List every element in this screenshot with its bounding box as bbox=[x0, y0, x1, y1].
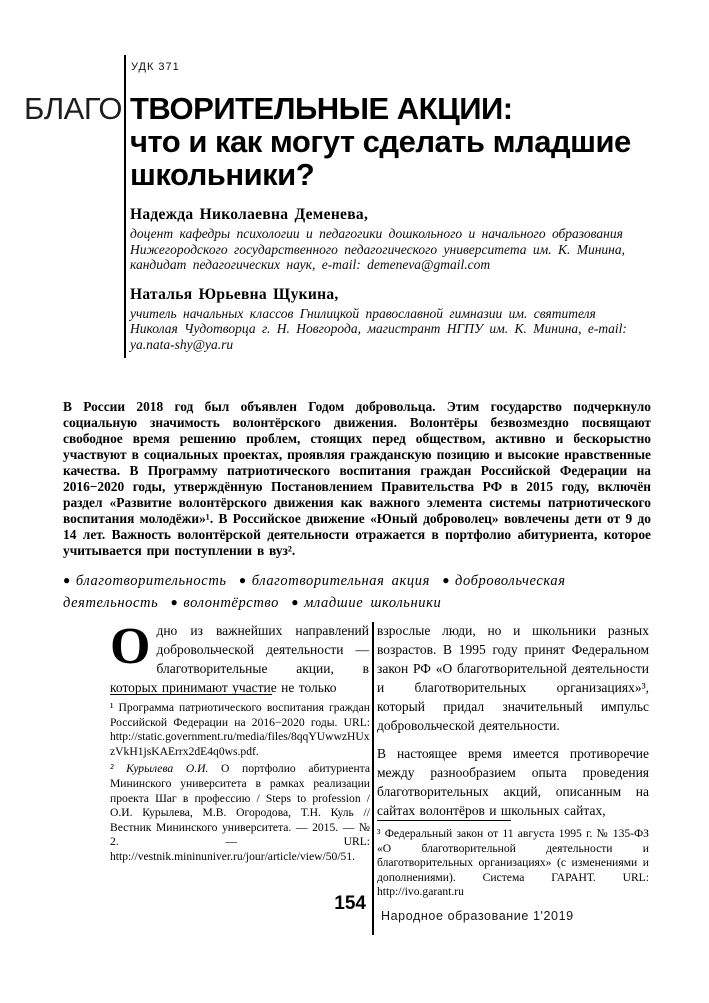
footnotes-left bbox=[110, 701, 370, 868]
footnote-1: ¹ Программа патриотического воспитания граждан Российской Федерации на 2016−2020 годы. URL: http://static.government.ru/media/files/8qqYUwwzHUxzVkH1jsKAErrx2dE4q0ws.pdf. bbox=[110, 701, 370, 758]
keyword-bullet-icon: ● bbox=[170, 595, 179, 609]
footnote-2-author: ² Курылева О.И. bbox=[110, 762, 209, 776]
body-paragraph-1: дно из важнейших направлений добровольческой деятельности — благотворительные акции, в которых принимают участие не только bbox=[110, 623, 369, 695]
drop-cap: О bbox=[110, 618, 151, 675]
journal-footer: Народное образование 1'2019 bbox=[381, 909, 574, 923]
author-1-affiliation: доцент кафедры психологии и педагогики дошкольного и начального образования Нижегородского государственного педагогического университета им. К. Минина, кандидат педагогических наук, e-mail: demeneva@gmail.com bbox=[130, 226, 625, 273]
keyword-bullet-icon: ● bbox=[63, 573, 71, 587]
author-1-name: Надежда Николаевна Деменева, bbox=[130, 206, 369, 223]
article-title-line2: что и как могут сделать младшие bbox=[130, 124, 631, 159]
body-paragraph-1-continued: взрослые люди, но и школьники разных возрастов. В 1995 году принят Федеральном закон РФ «О благотворительной деятельности и благотворительных организациях»³, который придал значительный импульс добровольческой деятельности. bbox=[377, 623, 649, 733]
keywords-line bbox=[63, 570, 641, 614]
author-1 bbox=[130, 206, 644, 273]
udc-code: УДК 371 bbox=[131, 61, 180, 73]
authors-block bbox=[130, 206, 644, 366]
abstract-text: В России 2018 год был объявлен Годом добровольца. Этим государство подчеркнуло социальную значимость волонтёрского движения. Волонтёры безвозмездно посвящают свободное время решению проблем, стоящих перед обществом, активно и бескорыстно участвуют в социальных проектах, проявляя гражданскую позицию и высокие нравственные качества. В Программу патриотического воспитания граждан Российской Федерации на 2016−2020 годы, утверждённую Постановлением Правительства РФ в 2015 году, включён раздел «Развитие волонтёрского движения как важного элемента системы патриотического воспитания молодёжи»¹. В Российское движение «Юный доброволец» вовлечены дети от 9 до 14 лет. Важность волонтёрской деятельности отражается в портфолио абитуриента, которое учитывается при поступлении в вуз². bbox=[63, 399, 651, 558]
left-margin-rule bbox=[124, 55, 126, 358]
keyword-bullet-icon: ● bbox=[291, 595, 300, 609]
article-title-line3: школьники? bbox=[130, 157, 315, 192]
keyword-5: младшие школьники bbox=[304, 595, 442, 611]
author-2-affiliation: учитель начальных классов Гнилицкой православной гимназии им. святителя Николая Чудотворца г. Н. Новгорода, магистрант НГПУ им. К. Минина, e-mail: ya.nata-shy@ya.ru bbox=[130, 305, 627, 352]
column-divider-rule bbox=[372, 622, 374, 935]
keyword-1: благотворительность bbox=[75, 573, 227, 589]
keyword-3: добровольческая деятельность bbox=[63, 573, 566, 611]
body-column-right bbox=[377, 622, 649, 821]
body-paragraph-2: В настоящее время имеется противоречие между разнообразием опыта проведения благотворительных акций, описанным на сайтах волонтёров и школьных сайтах, bbox=[377, 746, 649, 819]
keyword-2: благотворительная акция bbox=[251, 573, 430, 589]
page-number: 154 bbox=[334, 893, 366, 914]
footnote-3: ³ Федеральный закон от 11 августа 1995 г. № 135-ФЗ «О благотворительной деятельности и благотворительных организациях» (с изменениями и дополнениями). Система ГАРАНТ. URL: http://ivo.garant.ru bbox=[377, 827, 649, 899]
author-2 bbox=[130, 286, 644, 353]
footnote-2 bbox=[110, 762, 370, 864]
keyword-bullet-icon: ● bbox=[238, 573, 247, 587]
keyword-4: волонтёрство bbox=[183, 595, 279, 611]
keyword-bullet-icon: ● bbox=[442, 573, 451, 587]
article-title-prefix: БЛАГО bbox=[23, 91, 122, 126]
footnotes-right bbox=[377, 827, 649, 903]
footnote-2-text: О портфолио абитуриента Мининского университета в рамках реализации проекта Шаг в профессию / Steps to profession / О.И. Курылева, М.В. Огородова, Т.Н. Куль // Вестник Мининского университета. — 2015. — № 2. — URL: http://vestnik.mininuniver.ru/jour/article/view/50/51. bbox=[110, 762, 371, 863]
author-2-name: Наталья Юрьевна Щукина, bbox=[130, 285, 339, 303]
article-title-line1: ТВОРИТЕЛЬНЫЕ АКЦИИ: bbox=[130, 91, 513, 126]
body-column-left bbox=[110, 618, 369, 698]
